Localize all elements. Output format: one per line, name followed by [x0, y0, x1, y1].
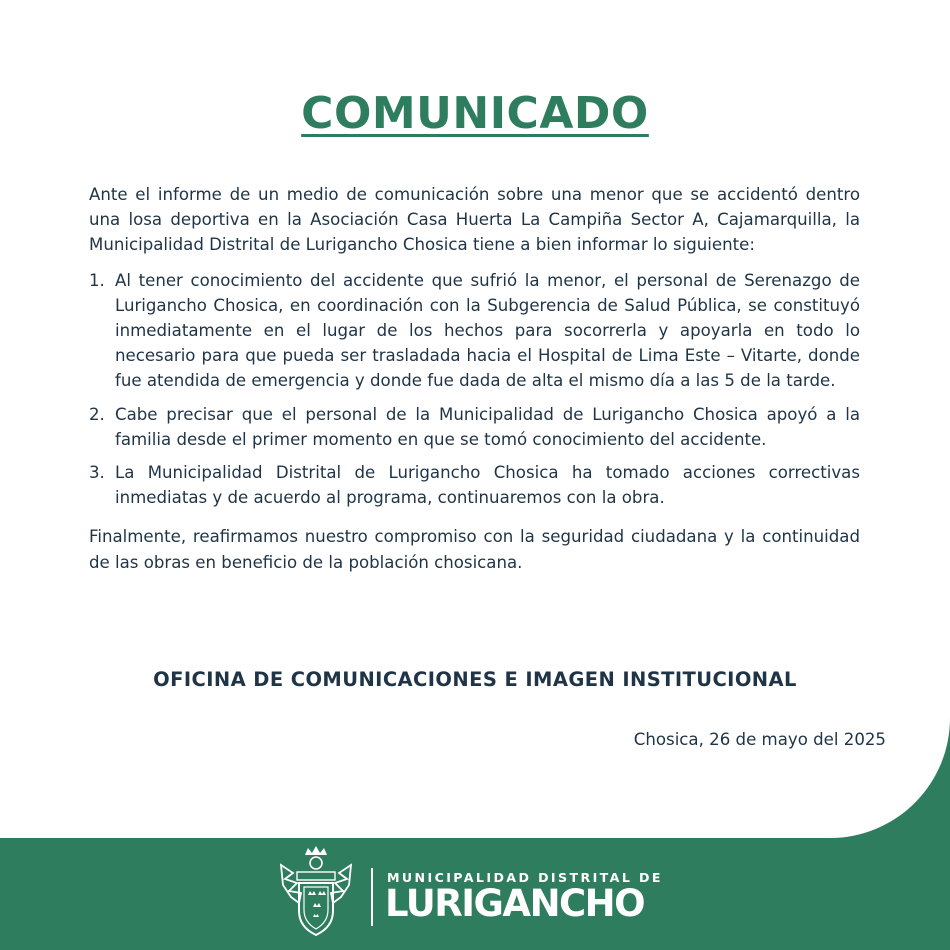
numbered-list [89, 268, 860, 511]
list-item [89, 460, 860, 510]
footer-divider [371, 868, 373, 926]
list-item-text: Cabe precisar que el personal de la Municipalidad de Lurigancho Chosica apoyó a la familia desde el primer momento en que se tomó conocimiento del accidente. [115, 404, 860, 449]
list-number: 3. [89, 463, 105, 483]
list-item [89, 402, 860, 452]
list-item [89, 268, 860, 394]
brand-subtitle: MUNICIPALIDAD DISTRITAL DE [387, 870, 663, 885]
intro-paragraph: Ante el informe de un medio de comunicación sobre una menor que se accidentó dentro una losa deportiva en la Asociación Casa Huerta La Campiña Sector A, Cajamarquilla, la Municipalidad Distrital de Lurigancho Chosica tiene a bien informar lo siguiente: [89, 185, 860, 255]
closing-paragraph: Finalmente, reafirmamos nuestro compromiso con la seguridad ciudadana y la continuidad de las obras en beneficio de la población chosicana. [89, 527, 860, 572]
coat-of-arms-icon [275, 845, 357, 939]
document-date: Chosica, 26 de mayo del 2025 [633, 730, 886, 749]
list-item-text: Al tener conocimiento del accidente que sufrió la menor, el personal de Serenazgo de Lurigancho Chosica, en coordinación con la Subgerencia de Salud Pública, se constituyó inmediatamente en el lugar de los hechos para socorrerla y apoyarla en todo lo necesario para que pueda ser trasladada hacia el Hospital de Lima Este – Vitarte, donde fue atendida de emergencia y donde fue dada de alta el mismo día a las 5 de la tarde. [115, 270, 860, 391]
document-body [89, 182, 860, 575]
brand-name: LURIGANCHO [385, 882, 645, 925]
office-signature: OFICINA DE COMUNICACIONES E IMAGEN INSTITUCIONAL [153, 668, 797, 691]
list-item-text: La Municipalidad Distrital de Lurigancho Chosica ha tomado acciones correctivas inmediatas y de acuerdo al programa, continuaremos con la obra. [115, 463, 860, 508]
list-number: 1. [89, 270, 105, 290]
document-title: COMUNICADO [301, 88, 649, 139]
list-number: 2. [89, 404, 105, 424]
